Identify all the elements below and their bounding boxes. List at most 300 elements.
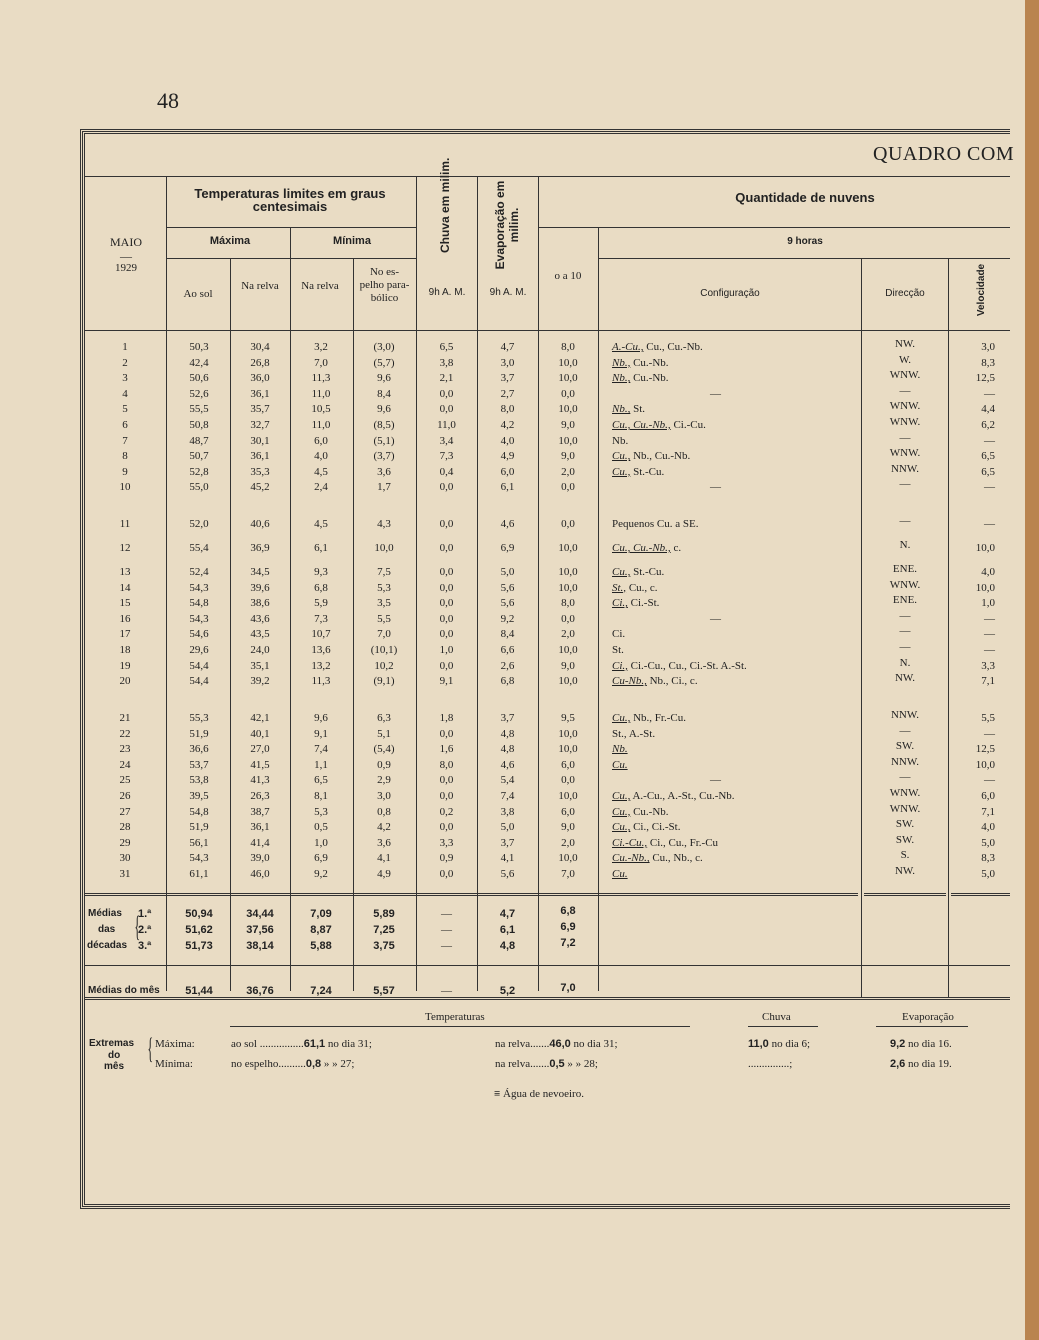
chuva-cell: 0,0 [439,597,454,610]
relva-max-cell: 35,7 [250,403,270,416]
configuracao-cell [612,596,659,610]
velocidade-header: Velocidade [976,263,987,317]
chuva-cell: 0,0 [439,821,454,834]
direccao-cell: — [899,625,911,638]
chuva-cell: 0,0 [439,774,454,787]
table-title: QUADRO COM [873,143,1015,165]
ao-sol-cell: 54,3 [189,581,209,594]
nuvens-qty-cell: 10,0 [558,542,578,554]
chuva-cell: 3,3 [439,836,454,849]
day-cell: 11 [119,518,131,530]
configuracao-text: — [710,387,721,400]
configuracao-underlined: Nb., [612,372,631,385]
velocidade-cell: 6,5 [981,465,995,478]
direccao-cell: ENE. [892,594,918,607]
relva-min-cell: 13,6 [311,644,331,656]
configuracao-cell [612,356,669,370]
media-evap: 4,8 [499,940,516,952]
configuracao-cell [710,612,721,626]
ao-sol-cell: 54,4 [189,675,209,688]
chuva-cell: 0,0 [439,868,454,880]
configuracao-text: A.-Cu., A.-St., Cu.-Nb. [630,790,735,802]
day-cell: 22 [119,727,131,740]
media-ao-sol: 51,73 [185,940,213,952]
nuvens-qty-cell: 10,0 [558,644,578,656]
day-cell: 14 [119,581,131,594]
ext-chuva-rule [748,1026,818,1027]
ao-sol-cell: 54,3 [189,852,209,865]
chuva-cell: 0,2 [439,805,454,818]
direccao-cell: NW. [894,865,916,877]
evap-cell: 6,9 [500,542,515,554]
velocidade-cell: — [984,434,995,447]
media-relva-min: 5,88 [310,940,332,952]
col-rule-7 [538,176,539,991]
evap-cell: 7,4 [500,790,515,802]
media-evap: 4,7 [499,908,516,920]
espelho-cell: 7,0 [377,628,391,641]
relva-min-cell: 4,0 [314,450,328,463]
ao-sol-cell: 54,4 [189,659,209,672]
relva-min-cell: 6,8 [314,581,328,594]
temps-sub-rule [166,227,416,228]
espelho-cell: (5,4) [373,743,395,756]
configuracao-cell [612,434,628,448]
relva-max-cell: 43,5 [250,628,270,641]
col-rule-3 [290,227,291,991]
relva-max-cell: 26,8 [250,356,270,369]
direccao-cell: NNW. [890,755,919,768]
header-top-rule [84,176,1010,177]
chuva-cell: 1,8 [439,712,454,724]
velocidade-cell: 6,2 [981,419,995,431]
nuvens-qty-cell: 10,0 [558,790,578,802]
direccao-cell: — [899,515,911,527]
evap-cell: 3,8 [500,805,515,818]
direccao-cell: WNW. [889,416,921,428]
day-cell: 23 [119,743,131,756]
nuvens-qty-cell: 10,0 [558,403,578,416]
nuvens-sub-rule [538,227,1010,228]
temps-title: Temperaturas limites em graus centesimais [194,186,386,214]
configuracao-text: Nb., Cu.-Nb. [630,450,691,463]
col-rule-2 [230,258,231,991]
relva-min-cell: 5,9 [314,597,328,610]
evap-cell: 5,4 [500,774,515,787]
ao-sol-cell: 54,6 [189,628,209,641]
chuva-cell: 0,0 [439,518,454,530]
configuracao-text: Cu., c. [626,581,658,594]
espelho-cell: 6,3 [377,712,391,724]
velocidade-cell: — [984,628,995,641]
ext-label-2: do [108,1050,121,1061]
configuracao-text: Ci., Ci.-St. [630,821,681,834]
nuvens-qty-cell: 10,0 [558,434,578,447]
configuracao-cell [612,742,628,756]
configuracao-cell [612,627,625,641]
evap-cell: 4,6 [500,758,515,771]
day-cell: 20 [119,675,131,688]
nuvens-qty-cell: 2,0 [561,465,575,478]
evap-cell: 4,0 [500,434,515,447]
espelho-cell: 9,6 [377,372,391,385]
mes-evap: 5,2 [499,985,516,997]
configuracao-cell [612,867,628,881]
velocidade-cell: 7,1 [981,805,995,818]
ao-sol-cell: 51,9 [189,727,209,740]
nuvens-qty-cell: 0,0 [561,481,575,494]
evap-cell: 5,0 [500,821,515,834]
day-cell: 9 [122,465,128,478]
day-cell: 25 [119,774,131,787]
medias-label-2: das [98,924,116,935]
nuvens-qty-cell: 9,0 [561,419,575,431]
nuvens-qty-cell: 9,0 [561,821,575,834]
ao-sol-cell: 50,7 [189,450,209,463]
velocidade-cell: 4,0 [981,821,995,834]
relva-min-cell: 9,6 [314,712,328,724]
velocidade-cell: 7,1 [981,675,995,688]
ao-sol-header: Ao sol [183,288,213,300]
evap-cell: 4,8 [500,743,515,756]
espelho-header: No es- pelho para- bólico [359,266,410,304]
espelho-cell: 2,9 [377,774,391,787]
ao-sol-cell: 54,8 [189,597,209,610]
day-cell: 21 [119,712,131,724]
relva-min-cell: 11,0 [311,387,331,400]
direccao-cell: — [899,609,911,622]
configuracao-cell [612,674,698,688]
chuva-cell: 3,8 [439,356,454,369]
direccao-cell: — [899,771,911,784]
ao-sol-cell: 53,8 [189,774,209,787]
direccao-cell: WNW. [889,787,921,799]
ext-ao-sol: ao sol ................61,1 no dia 31; [231,1038,372,1050]
ao-sol-cell: 51,9 [189,821,209,834]
espelho-cell: 9,6 [377,403,391,416]
configuracao-underlined: Cu.-Nb., [612,852,650,865]
chuva-cell: 0,0 [439,659,454,672]
configuracao-text: Pequenos Cu. a SE. [612,518,699,530]
espelho-cell: 4,2 [377,821,391,834]
configuracao-underlined: Ci.-Cu., [612,836,648,849]
relva-min-cell: 9,3 [314,566,328,578]
configuracao-cell [612,727,655,741]
ext-evap-rule [876,1026,968,1027]
direccao-cell: — [899,724,911,737]
espelho-cell: 5,1 [377,727,391,740]
ao-sol-cell: 29,6 [189,644,209,656]
relva-max-cell: 36,0 [250,372,270,385]
relva-max-cell: 35,3 [250,465,270,478]
configuracao-text: Ci. [612,628,626,641]
direccao-cell: WNW. [889,369,921,382]
configuracao-underlined: Cu., [612,790,631,802]
evap-cell: 4,1 [500,852,515,865]
media-relva-min: 7,09 [310,908,332,920]
espelho-cell: 3,6 [377,836,391,849]
ext-evap-min: 2,6 no dia 19. [890,1058,952,1070]
direccao-cell: WNW. [889,447,921,460]
configuracao-underlined: Nb., [612,356,631,369]
mes-relva-min: 7,24 [310,985,332,997]
ext-relva-max: na relva.......46,0 no dia 31; [495,1038,618,1050]
ao-sol-cell: 50,8 [189,419,209,431]
nuvens-qty-cell: 0,0 [561,612,575,625]
day-cell: 27 [119,805,131,818]
espelho-cell: 1,7 [377,481,391,494]
ao-sol-cell: 52,4 [189,566,209,578]
configuracao-cell [612,659,747,673]
configuracao-cell [612,820,680,834]
ao-sol-cell: 55,5 [189,403,209,416]
ext-label-1: Extremas [89,1038,135,1049]
ao-sol-cell: 52,6 [189,387,209,400]
chuva-cell: 0,0 [439,481,454,494]
relva-min-cell: 5,3 [314,805,328,818]
configuracao-cell [612,643,624,657]
ext-evap-max: 9,2 no dia 16. [890,1038,952,1050]
configuracao-text: Ci.-Cu. [670,419,706,431]
direccao-cell: N. [899,656,911,669]
espelho-cell: 7,5 [377,566,391,578]
ext-brace: { [147,1032,154,1065]
direccao-cell: W. [898,353,912,366]
configuracao-underlined: Cu., Cu.-Nb., [612,419,671,431]
velocidade-cell: 10,0 [975,542,995,554]
direccao-cell: — [899,478,911,491]
espelho-cell: 3,0 [377,790,391,802]
chuva-cell: 0,0 [439,387,454,400]
configuracao-text: St.-Cu. [630,465,665,478]
velocidade-cell: 12,5 [975,372,995,385]
day-cell: 24 [119,758,131,771]
configuracao-cell [612,541,681,555]
day-cell: 19 [119,659,131,672]
year-label: 1929 [115,262,137,274]
medias-top-rule-dir [864,893,946,896]
relva-min-cell: 11,3 [311,675,331,688]
velocidade-cell: — [984,481,995,494]
relva-max-cell: 39,2 [250,675,270,688]
media-nuvens: 6,9 [560,921,576,933]
ao-sol-cell: 56,1 [189,836,209,849]
chuva-cell: 6,5 [439,341,454,353]
espelho-cell: 4,1 [377,852,391,865]
nuvens-qty-cell: 10,0 [558,852,578,865]
mes-chuva: — [441,985,452,997]
chuva-cell: 0,0 [439,628,454,641]
chuva-cell: 7,3 [439,450,454,463]
relva-max-cell: 36,1 [250,387,270,400]
ao-sol-cell: 39,5 [189,790,209,802]
velocidade-cell: 6,5 [981,450,995,463]
configuracao-text: — [710,481,721,494]
relva-min-cell: 10,5 [311,403,331,416]
direccao-cell: NW. [894,672,916,685]
velocidade-cell: 5,0 [981,836,995,849]
velocidade-cell: 12,5 [975,743,995,756]
direccao-cell: SW. [895,818,915,831]
month-label: MAIO [110,235,142,249]
espelho-cell: (3,0) [373,341,395,353]
ao-sol-cell: 52,0 [189,518,209,530]
direccao-cell: WNW. [889,578,921,591]
nuvens-qty-cell: 7,0 [561,868,575,880]
chuva-cell: 0,0 [439,790,454,802]
ext-min-label: Mínima: [155,1058,193,1070]
espelho-cell: (5,7) [373,356,395,369]
media-chuva: — [441,924,452,936]
direccao-cell: SW. [895,833,915,846]
media-relva-min: 8,87 [310,924,332,936]
configuracao-underlined: Cu., [612,821,631,834]
day-cell: 16 [119,612,131,625]
day-cell: 6 [122,419,128,431]
media-chuva: — [441,908,452,920]
day-cell: 13 [119,566,131,578]
espelho-cell: 5,5 [377,612,391,625]
relva-min-cell: 2,4 [314,481,328,494]
configuracao-text: Ci.-St. [627,597,660,610]
media-nuvens: 6,8 [560,905,576,917]
nuvens-qty-cell: 10,0 [558,566,578,578]
relva-max-cell: 46,0 [250,868,270,880]
nuvens-qty-cell: 0,0 [561,387,575,400]
configuracao-cell [612,836,718,850]
chuva-cell: 0,0 [439,581,454,594]
ext-evap-header: Evaporação [902,1011,954,1023]
espelho-cell: 8,4 [377,387,391,400]
maxmin-sub-rule [166,258,416,259]
direccao-cell: WNW. [889,802,921,815]
ext-espelho: no espelho..........0,8 » » 27; [231,1058,355,1070]
oa10-header: o a 10 [554,270,582,282]
day-cell: 28 [119,821,131,834]
nuvens-qty-cell: 2,0 [561,836,575,849]
configuracao-underlined: A.-Cu., [612,341,644,353]
medias-label-1: Médias [88,908,122,919]
relva-min-cell: 11,0 [311,419,331,431]
velocidade-cell: — [984,387,995,400]
velocidade-cell: 3,3 [981,659,995,672]
evap-time: 9h A. M. [489,287,527,298]
nuvens-qty-cell: 9,5 [561,712,575,724]
velocidade-cell: 6,0 [981,790,995,802]
direccao-cell: WNW. [889,400,921,413]
chuva-cell: 0,0 [439,403,454,416]
evap-cell: 3,7 [500,372,515,385]
configuracao-underlined: Cu., [612,566,631,578]
relva-max-cell: 26,3 [250,790,270,802]
evap-cell: 5,0 [500,566,515,578]
velocidade-cell: 8,3 [981,356,995,369]
relva-min-cell: 7,3 [314,612,328,625]
relva-min-cell: 8,1 [314,790,328,802]
espelho-cell: 3,5 [377,597,391,610]
ao-sol-cell: 53,7 [189,758,209,771]
velocidade-cell: — [984,518,995,530]
relva-max-cell: 40,1 [250,727,270,740]
configuracao-cell [612,711,686,725]
day-cell: 2 [122,356,128,369]
configuracao-cell [710,480,721,494]
ao-sol-cell: 42,4 [189,356,209,369]
mes-nuvens: 7,0 [560,982,576,994]
relva-max-cell: 45,2 [250,481,270,494]
espelho-cell: (8,5) [373,419,395,431]
configuracao-underlined: Cu. [612,868,628,880]
medias-brace: { [134,910,141,943]
ao-sol-cell: 54,3 [189,612,209,625]
velocidade-cell: 3,0 [981,341,995,353]
media-nuvens: 7,2 [560,937,576,949]
relva-min-cell: 9,1 [314,727,328,740]
espelho-cell: (3,7) [373,450,395,463]
day-cell: 10 [119,481,131,494]
nuvens-qty-cell: 9,0 [561,659,575,672]
relva-max-cell: 38,6 [250,597,270,610]
configuracao-underlined: Nb., [612,403,631,416]
relva-min-cell: 13,2 [311,659,331,672]
configuracao-cell [612,789,735,803]
relva-max-cell: 36,1 [250,450,270,463]
ext-chuva-header: Chuva [762,1011,791,1023]
day-cell: 18 [119,644,131,656]
configuracao-underlined: St., [612,581,627,594]
evap-cell: 3,0 [500,356,515,369]
velocidade-cell: 8,3 [981,852,995,865]
medias-top-rule [84,893,858,896]
configuracao-cell [612,418,706,432]
chuva-cell: 9,1 [439,675,454,688]
configuracao-cell [612,340,703,354]
ao-sol-cell: 61,1 [189,868,209,880]
velocidade-cell: — [984,774,995,787]
ao-sol-cell: 48,7 [189,434,209,447]
direccao-cell: — [899,641,911,653]
espelho-cell: 10,2 [374,659,394,672]
ext-max-label: Máxima: [155,1038,195,1050]
direccao-cell: SW. [895,740,915,753]
configuracao-cell [612,465,664,479]
chuva-cell: 0,0 [439,612,454,625]
espelho-cell: 0,9 [377,758,391,771]
relva-min-cell: 6,5 [314,774,328,787]
nuvens-qty-cell: 10,0 [558,727,578,740]
configuracao-text: Cu.-Nb. [630,805,669,818]
medias-mes-label: Médias do mês [88,985,160,996]
nine-hours-label: 9 horas [787,236,823,247]
evap-cell: 6,0 [500,465,515,478]
velocidade-cell: 10,0 [975,758,995,771]
ao-sol-cell: 52,8 [189,465,209,478]
relva-max-cell: 41,5 [250,758,270,771]
velocidade-cell: — [984,612,995,625]
col-rule-10 [948,258,949,998]
configuracao-underlined: Cu., Cu.-Nb., [612,542,671,554]
day-cell: 3 [122,372,128,385]
relva-min-cell: 1,0 [314,836,328,849]
chuva-cell: 3,4 [439,434,454,447]
decada-label: 3.ª [138,940,152,952]
evap-cell: 3,7 [500,712,515,724]
evap-cell: 4,2 [500,419,515,431]
chuva-cell: 1,0 [439,644,454,656]
chuva-cell: 0,0 [439,566,454,578]
evap-cell: 4,7 [500,341,515,353]
espelho-cell: 10,0 [374,542,394,554]
